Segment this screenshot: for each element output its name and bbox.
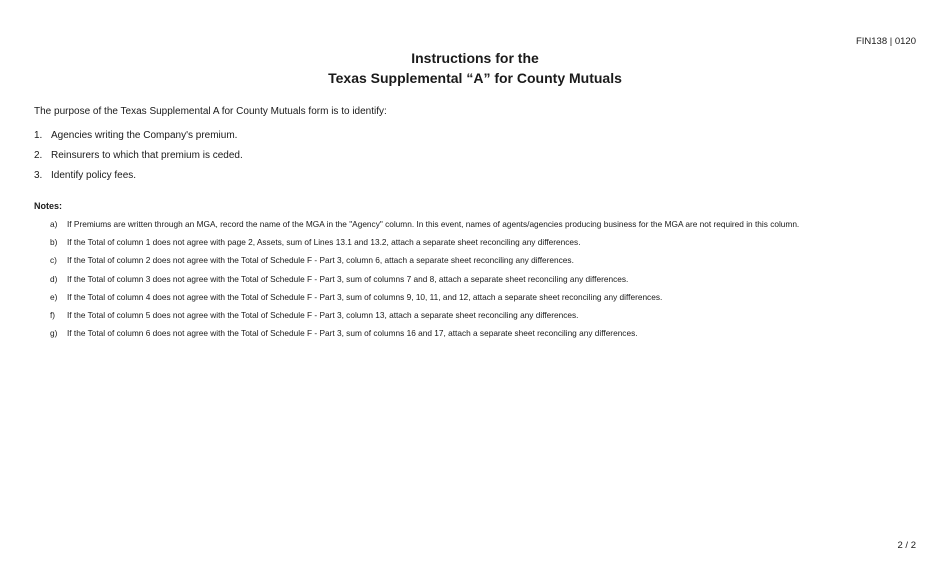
notes-heading: Notes: bbox=[34, 201, 63, 211]
list-item-number: 1. bbox=[34, 130, 43, 141]
list-item-text: Agencies writing the Company's premium. bbox=[51, 130, 238, 141]
purpose-list bbox=[34, 130, 243, 190]
note-text: If the Total of column 5 does not agree with the Total of Schedule F - Part 3, column 13, attach a separate sheet reconciling any differences. bbox=[67, 309, 579, 320]
intro-text: The purpose of the Texas Supplemental A for County Mutuals form is to identify: bbox=[34, 106, 387, 117]
list-item-number: 3. bbox=[34, 170, 43, 181]
list-item-text: Identify policy fees. bbox=[51, 170, 137, 181]
note-letter: g) bbox=[50, 328, 58, 339]
note-text: If the Total of column 3 does not agree with the Total of Schedule F - Part 3, sum of columns 7 and 8, attach a separate sheet reconciling any differences. bbox=[67, 273, 629, 284]
note-text: If the Total of column 6 does not agree with the Total of Schedule F - Part 3, sum of columns 16 and 17, attach a separate sheet reconciling any differences. bbox=[67, 328, 638, 339]
note-letter: b) bbox=[50, 237, 58, 248]
note-item bbox=[50, 310, 799, 328]
list-item bbox=[34, 150, 243, 170]
title-line-2: Texas Supplemental “A” for County Mutuals bbox=[328, 70, 622, 86]
note-text: If the Total of column 2 does not agree with the Total of Schedule F - Part 3, column 6, attach a separate sheet reconciling any differences. bbox=[67, 255, 574, 266]
note-item bbox=[50, 328, 799, 346]
note-item bbox=[50, 219, 799, 237]
note-letter: c) bbox=[50, 255, 57, 266]
note-item bbox=[50, 237, 799, 255]
list-item bbox=[34, 170, 243, 190]
note-letter: f) bbox=[50, 309, 56, 320]
note-letter: e) bbox=[50, 291, 58, 302]
form-code: FIN138 | 0120 bbox=[855, 36, 916, 47]
list-item-number: 2. bbox=[34, 150, 43, 161]
list-item-text: Reinsurers to which that premium is ceded. bbox=[51, 150, 243, 161]
note-item bbox=[50, 255, 799, 273]
note-letter: a) bbox=[50, 219, 58, 229]
page-number: 2 / 2 bbox=[897, 540, 916, 551]
note-text: If Premiums are written through an MGA, record the name of the MGA in the "Agency" column. In this event, names of agents/agencies producing business for the MGA are not required in this column. bbox=[67, 219, 800, 229]
note-text: If the Total of column 1 does not agree with page 2, Assets, sum of Lines 13.1 and 13.2, attach a separate sheet reconciling any differences. bbox=[67, 237, 581, 248]
note-letter: d) bbox=[50, 273, 58, 284]
list-item bbox=[34, 130, 243, 150]
note-item bbox=[50, 274, 799, 292]
notes-list bbox=[50, 219, 799, 346]
note-text: If the Total of column 4 does not agree with the Total of Schedule F - Part 3, sum of columns 9, 10, 11, and 12, attach a separate sheet reconciling any differences. bbox=[67, 291, 663, 302]
title-line-1: Instructions for the bbox=[411, 50, 539, 66]
note-item bbox=[50, 292, 799, 310]
page-title bbox=[0, 48, 950, 88]
